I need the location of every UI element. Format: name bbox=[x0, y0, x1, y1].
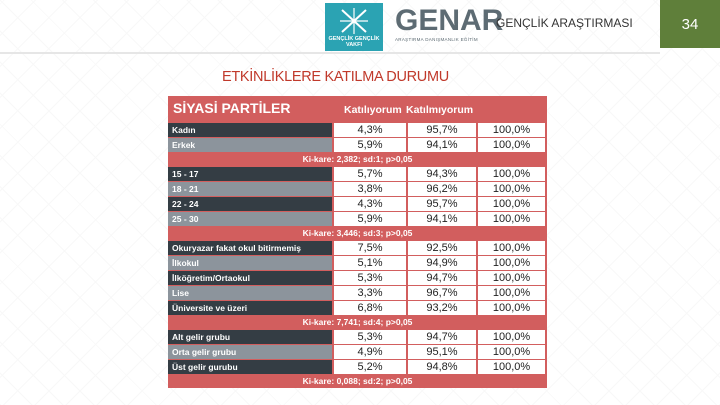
total-value: 100,0% bbox=[478, 241, 545, 255]
katiliyorum-value: 5,2% bbox=[334, 360, 406, 374]
total-value: 100,0% bbox=[478, 182, 545, 196]
total-value: 100,0% bbox=[478, 271, 545, 285]
total-value: 100,0% bbox=[478, 197, 545, 211]
table-row bbox=[168, 138, 547, 153]
genar-logo-text: GENAR bbox=[395, 4, 504, 37]
katiliyorum-value: 3,3% bbox=[334, 286, 406, 300]
table-row bbox=[168, 241, 547, 256]
table-row bbox=[168, 167, 547, 182]
total-value: 100,0% bbox=[478, 212, 545, 226]
chi-square-summary: Ki-kare: 0,088; sd:2; p>0,05 bbox=[302, 376, 413, 386]
katilmiyorum-value: 93,2% bbox=[408, 301, 476, 315]
table-header bbox=[168, 96, 547, 123]
row-label: Üst gelir gurubu bbox=[168, 360, 332, 374]
total-value: 100,0% bbox=[478, 167, 545, 181]
table-title: SİYASİ PARTİLER bbox=[173, 100, 291, 116]
total-value: 100,0% bbox=[478, 138, 545, 152]
genar-logo bbox=[395, 4, 504, 48]
katiliyorum-value: 3,8% bbox=[334, 182, 406, 196]
table-row bbox=[168, 212, 547, 227]
column-header-katilmiyorum: Katılmıyorum bbox=[406, 104, 474, 116]
katiliyorum-value: 4,3% bbox=[334, 123, 406, 137]
foundation-logo bbox=[325, 3, 383, 51]
header-divider bbox=[0, 52, 660, 54]
katiliyorum-value: 5,3% bbox=[334, 330, 406, 344]
katilmiyorum-value: 95,7% bbox=[408, 197, 476, 211]
table-row bbox=[168, 360, 547, 375]
katiliyorum-value: 4,3% bbox=[334, 197, 406, 211]
katiliyorum-value: 5,9% bbox=[334, 138, 406, 152]
katilmiyorum-value: 94,1% bbox=[408, 138, 476, 152]
row-label: 15 - 17 bbox=[168, 167, 332, 181]
katilmiyorum-value: 94,7% bbox=[408, 271, 476, 285]
katiliyorum-value: 5,9% bbox=[334, 212, 406, 226]
katiliyorum-value: 6,8% bbox=[334, 301, 406, 315]
katilmiyorum-value: 94,3% bbox=[408, 167, 476, 181]
total-value: 100,0% bbox=[478, 123, 545, 137]
table-row bbox=[168, 345, 547, 360]
total-value: 100,0% bbox=[478, 330, 545, 344]
foundation-logo-caption: GENÇLİK GENÇLİK VAKFI bbox=[328, 36, 380, 48]
table-row bbox=[168, 330, 547, 345]
results-table bbox=[168, 96, 547, 388]
column-header-katiliyorum: Katılıyorum bbox=[344, 104, 402, 116]
katilmiyorum-value: 96,2% bbox=[408, 182, 476, 196]
table-row bbox=[168, 256, 547, 271]
chi-square-summary: Ki-kare: 2,382; sd:1; p>0,05 bbox=[302, 154, 413, 164]
row-label: Orta gelir grubu bbox=[168, 345, 332, 359]
total-value: 100,0% bbox=[478, 345, 545, 359]
table-row bbox=[168, 123, 547, 138]
katilmiyorum-value: 96,7% bbox=[408, 286, 476, 300]
section-title: GENÇLİK ARAŞTIRMASI bbox=[496, 16, 633, 30]
total-value: 100,0% bbox=[478, 256, 545, 270]
chi-square-summary: Ki-kare: 3,446; sd:3; p>0,05 bbox=[302, 228, 413, 238]
katilmiyorum-value: 95,1% bbox=[408, 345, 476, 359]
foundation-emblem-icon bbox=[338, 6, 370, 36]
row-label: 18 - 21 bbox=[168, 182, 332, 196]
row-label: 22 - 24 bbox=[168, 197, 332, 211]
row-label: Okuryazar fakat okul bitirmemiş bbox=[168, 241, 332, 255]
row-label: Kadın bbox=[168, 123, 332, 137]
katilmiyorum-value: 94,1% bbox=[408, 212, 476, 226]
table-row bbox=[168, 271, 547, 286]
genar-logo-subtitle: ARAŞTIRMA DANIŞMANLIK EĞİTİM bbox=[395, 37, 478, 42]
total-value: 100,0% bbox=[478, 286, 545, 300]
table-row bbox=[168, 182, 547, 197]
row-label: Erkek bbox=[168, 138, 332, 152]
katiliyorum-value: 7,5% bbox=[334, 241, 406, 255]
katiliyorum-value: 5,3% bbox=[334, 271, 406, 285]
katilmiyorum-value: 94,8% bbox=[408, 360, 476, 374]
table-row bbox=[168, 301, 547, 316]
page-number-badge: 34 bbox=[660, 0, 720, 48]
row-label: İlköğretim/Ortaokul bbox=[168, 271, 332, 285]
row-label: Alt gelir grubu bbox=[168, 330, 332, 344]
row-label: İlkokul bbox=[168, 256, 332, 270]
chi-square-summary: Ki-kare: 7,741; sd:4; p>0,05 bbox=[302, 317, 413, 327]
total-value: 100,0% bbox=[478, 301, 545, 315]
row-label: Lise bbox=[168, 286, 332, 300]
row-label: Üniversite ve üzeri bbox=[168, 301, 332, 315]
katiliyorum-value: 5,1% bbox=[334, 256, 406, 270]
table-row bbox=[168, 197, 547, 212]
katilmiyorum-value: 92,5% bbox=[408, 241, 476, 255]
katilmiyorum-value: 94,9% bbox=[408, 256, 476, 270]
table-row bbox=[168, 286, 547, 301]
katilmiyorum-value: 94,7% bbox=[408, 330, 476, 344]
katilmiyorum-value: 95,7% bbox=[408, 123, 476, 137]
katiliyorum-value: 4,9% bbox=[334, 345, 406, 359]
katiliyorum-value: 5,7% bbox=[334, 167, 406, 181]
row-label: 25 - 30 bbox=[168, 212, 332, 226]
page-title: ETKİNLİKLERE KATILMA DURUMU bbox=[222, 69, 449, 85]
total-value: 100,0% bbox=[478, 360, 545, 374]
